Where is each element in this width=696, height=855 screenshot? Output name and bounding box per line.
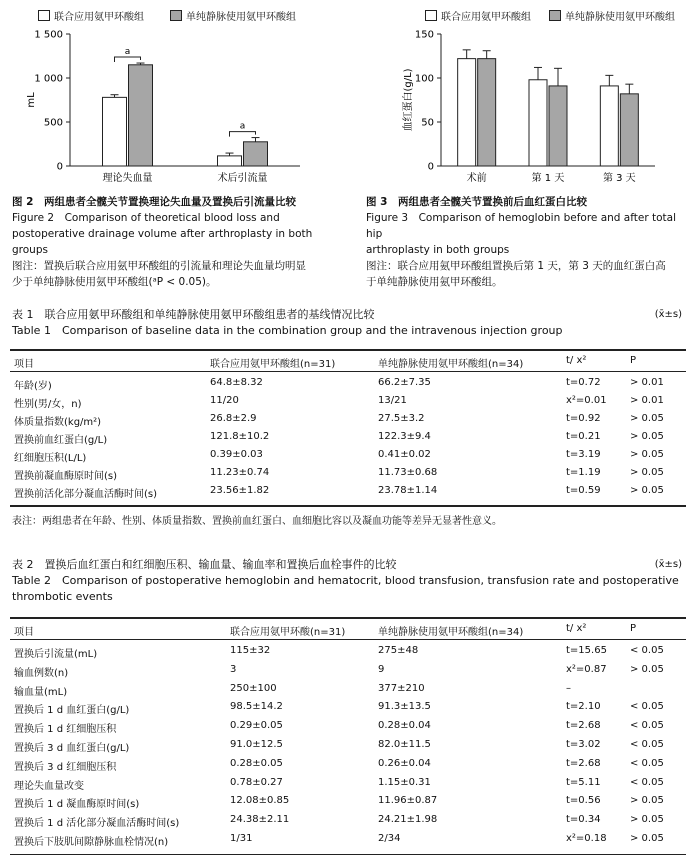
table-cell: t=2.68 bbox=[566, 757, 601, 769]
table-cell: > 0.05 bbox=[630, 467, 664, 478]
table-header-rule bbox=[10, 371, 686, 372]
table2-title-en: Table 2 Comparison of postoperative hemoglobin and hematocrit, blood transfusion, transfusion rate and postoperative bbox=[12, 574, 679, 587]
table-cell: t=0.59 bbox=[566, 485, 601, 496]
table-row-label: 置换后 1 d 血红蛋白(g/L) bbox=[14, 705, 130, 717]
significance-bracket bbox=[115, 57, 141, 62]
table-cell: 91.3±13.5 bbox=[378, 701, 431, 713]
legend-swatch-white bbox=[425, 10, 437, 21]
table-row-label: 输血例数(n) bbox=[14, 667, 69, 679]
table-row-label: 置换后 1 d 凝血酶原时间(s) bbox=[14, 799, 140, 811]
table-cell: > 0.05 bbox=[630, 413, 664, 424]
table-cell: 0.26±0.04 bbox=[378, 757, 431, 769]
table-cell: 0.39±0.03 bbox=[210, 449, 263, 460]
y-tick-label: 1 000 bbox=[34, 73, 63, 85]
fig2-caption-en: Figure 2 Comparison of theoretical blood loss and bbox=[12, 212, 280, 224]
table-header-cell: t/ x² bbox=[566, 355, 587, 366]
table-cell: 1/31 bbox=[230, 833, 253, 844]
table1-unit: (x̄±s) bbox=[654, 309, 682, 320]
table-cell: 11.73±0.68 bbox=[378, 467, 438, 478]
y-tick-label: 1 500 bbox=[34, 29, 63, 41]
bar bbox=[529, 80, 547, 166]
bar bbox=[478, 59, 496, 166]
table-row-label: 输血量(mL) bbox=[14, 686, 68, 698]
table-cell: 13/21 bbox=[378, 395, 407, 406]
table-bottom-rule bbox=[10, 505, 686, 507]
table-cell: > 0.05 bbox=[630, 833, 664, 844]
table-header-rule bbox=[10, 639, 686, 640]
y-tick-label: 100 bbox=[414, 73, 434, 85]
table-cell: t=5.11 bbox=[566, 776, 601, 788]
table-cell: 12.08±0.85 bbox=[230, 795, 290, 807]
table-row-label: 体质量指数(kg/m²) bbox=[14, 417, 102, 428]
table-header-cell: 项目 bbox=[14, 627, 34, 638]
table-cell: 121.8±10.2 bbox=[210, 431, 270, 442]
table-cell: 275±48 bbox=[378, 645, 419, 656]
table-cell: 377±210 bbox=[378, 682, 425, 694]
table-header-cell: t/ x² bbox=[566, 623, 587, 634]
table-cell: 64.8±8.32 bbox=[210, 377, 263, 388]
bar bbox=[458, 59, 476, 166]
fig2-caption-cn: 图 2 两组患者全髋关节置换理论失血量及置换后引流量比较 bbox=[12, 196, 296, 208]
legend-label: 联合应用氨甲环酸组 bbox=[441, 12, 531, 23]
table-cell: 0.41±0.02 bbox=[378, 449, 431, 460]
table-cell: 66.2±7.35 bbox=[378, 377, 431, 388]
fig2-caption bbox=[12, 194, 347, 290]
table-cell: 11.23±0.74 bbox=[210, 467, 270, 478]
table-row-label: 置换后 1 d 活化部分凝血活酶时间(s) bbox=[14, 818, 180, 830]
table-header-cell: P bbox=[630, 355, 637, 366]
legend-swatch-gray bbox=[170, 10, 182, 21]
legend-label: 单纯静脉使用氨甲环酸组 bbox=[186, 12, 296, 23]
table2-title-cn: 表 2 置换后血红蛋白和红细胞压积、输血量、输血率和置换后血栓事件的比较 bbox=[12, 558, 397, 571]
table-cell: < 0.05 bbox=[630, 776, 664, 788]
table-cell: 26.8±2.9 bbox=[210, 413, 257, 424]
table-row-label: 性别(男/女，n) bbox=[14, 399, 82, 410]
y-tick-label: 50 bbox=[421, 117, 434, 129]
table-cell: t=2.10 bbox=[566, 701, 601, 713]
table-cell: 3 bbox=[230, 663, 237, 675]
significance-mark: a bbox=[239, 121, 246, 132]
legend-label: 联合应用氨甲环酸组 bbox=[54, 12, 144, 23]
table-cell: t=15.65 bbox=[566, 645, 607, 656]
table1-note: 表注：两组患者在年龄、性别、体质量指数、置换前血红蛋白、血细胞比容以及凝血功能等差异无显著性意义。 bbox=[12, 516, 502, 527]
table-top-rule bbox=[10, 349, 686, 351]
x-tick-label: 第 3 天 bbox=[602, 173, 636, 184]
table-header-cell: 联合应用氨甲环酸组(n=31) bbox=[210, 359, 336, 370]
table-cell: 98.5±14.2 bbox=[230, 701, 283, 713]
table-cell: 82.0±11.5 bbox=[378, 739, 431, 750]
table-cell: x²=0.87 bbox=[566, 663, 607, 675]
table-cell: 1.15±0.31 bbox=[378, 776, 431, 788]
table-cell: 0.78±0.27 bbox=[230, 776, 283, 788]
fig3-note: 图注：联合应用氨甲环酸组置换后第 1 天，第 3 天的血红蛋白高 bbox=[366, 260, 666, 272]
table-cell: 2/34 bbox=[378, 833, 401, 844]
fig2-note: 少于单纯静脉使用氨甲环酸组(ᵃP < 0.05)。 bbox=[12, 276, 217, 288]
table-cell: > 0.05 bbox=[630, 663, 664, 675]
table-header-cell: P bbox=[630, 623, 637, 634]
table-row-label: 置换前血红蛋白(g/L) bbox=[14, 435, 108, 446]
table-cell: x²=0.18 bbox=[566, 833, 607, 844]
fig2-legend bbox=[38, 8, 296, 23]
x-tick-label: 理论失血量 bbox=[102, 173, 153, 184]
table-cell: 0.29±0.05 bbox=[230, 720, 283, 732]
table-top-rule bbox=[10, 617, 686, 619]
x-tick-label: 第 1 天 bbox=[531, 173, 565, 184]
table-cell: t=0.34 bbox=[566, 814, 601, 826]
legend-label: 单纯静脉使用氨甲环酸组 bbox=[565, 12, 675, 23]
table-header-cell: 单纯静脉使用氨甲环酸组(n=34) bbox=[378, 359, 524, 370]
table-cell: 115±32 bbox=[230, 645, 271, 656]
fig3-caption-cn: 图 3 两组患者全髋关节置换前后血红蛋白比较 bbox=[366, 196, 587, 208]
table-cell: 9 bbox=[378, 663, 385, 675]
table-cell: 91.0±12.5 bbox=[230, 739, 283, 750]
table2-title-en: thrombotic events bbox=[12, 590, 113, 603]
table-header-cell: 项目 bbox=[14, 359, 34, 370]
fig2-chart bbox=[0, 22, 340, 192]
x-tick-label: 术后引流量 bbox=[217, 173, 268, 184]
fig3-legend bbox=[425, 8, 675, 23]
bar bbox=[129, 65, 153, 166]
table-header-cell: 联合应用氨甲环酸(n=31) bbox=[230, 627, 346, 638]
table-cell: t=0.72 bbox=[566, 377, 601, 388]
y-tick-label: 150 bbox=[414, 29, 434, 41]
table-header-cell: 单纯静脉使用氨甲环酸组(n=34) bbox=[378, 627, 524, 638]
y-axis-label: mL bbox=[26, 92, 37, 108]
table2-unit: (x̄±s) bbox=[654, 559, 682, 570]
table-cell: < 0.05 bbox=[630, 701, 664, 713]
bar bbox=[600, 86, 618, 166]
significance-bracket bbox=[230, 132, 256, 137]
fig3-note: 于单纯静脉使用氨甲环酸组。 bbox=[366, 276, 503, 288]
table-cell: 0.28±0.04 bbox=[378, 720, 431, 732]
table-cell: 122.3±9.4 bbox=[378, 431, 431, 442]
table-cell: < 0.05 bbox=[630, 757, 664, 769]
table-cell: > 0.01 bbox=[630, 377, 664, 388]
fig3-chart bbox=[355, 22, 695, 192]
bar bbox=[103, 97, 127, 166]
bar bbox=[549, 86, 567, 166]
table-cell: 0.28±0.05 bbox=[230, 757, 283, 769]
legend-swatch-white bbox=[38, 10, 50, 21]
table-cell: > 0.05 bbox=[630, 485, 664, 496]
table1-title-en: Table 1 Comparison of baseline data in the combination group and the intravenous injection group bbox=[12, 324, 563, 337]
table-cell: t=3.02 bbox=[566, 739, 601, 750]
fig2-note: 图注：置换后联合应用氨甲环酸组的引流量和理论失血量均明显 bbox=[12, 260, 306, 272]
y-tick-label: 0 bbox=[427, 161, 434, 173]
table-cell: < 0.05 bbox=[630, 645, 664, 656]
table-cell: t=0.21 bbox=[566, 431, 601, 442]
table-cell: > 0.05 bbox=[630, 431, 664, 442]
table-row-label: 置换前活化部分凝血活酶时间(s) bbox=[14, 489, 158, 500]
table-cell: 23.78±1.14 bbox=[378, 485, 438, 496]
fig3-caption-en: Figure 3 Comparison of hemoglobin before and after total hip bbox=[366, 212, 676, 240]
legend-swatch-gray bbox=[549, 10, 561, 21]
table-cell: t=0.92 bbox=[566, 413, 601, 424]
fig3-caption bbox=[366, 194, 691, 290]
table-row-label: 置换前凝血酶原时间(s) bbox=[14, 471, 118, 482]
table-cell: 24.38±2.11 bbox=[230, 814, 290, 826]
bar bbox=[244, 142, 268, 166]
table-cell: t=0.56 bbox=[566, 795, 601, 807]
bar bbox=[218, 156, 242, 166]
table1-title-cn: 表 1 联合应用氨甲环酸组和单纯静脉使用氨甲环酸组患者的基线情况比较 bbox=[12, 308, 375, 321]
table-cell: – bbox=[566, 682, 571, 694]
table-row-label: 置换后 3 d 血红蛋白(g/L) bbox=[14, 743, 130, 754]
table-cell: t=1.19 bbox=[566, 467, 601, 478]
table-cell: > 0.05 bbox=[630, 449, 664, 460]
y-tick-label: 500 bbox=[43, 117, 63, 129]
table-cell: 27.5±3.2 bbox=[378, 413, 425, 424]
table-cell: < 0.05 bbox=[630, 720, 664, 732]
table-row-label: 年龄(岁) bbox=[14, 381, 52, 392]
y-axis-label: 血红蛋白(g/L) bbox=[403, 68, 414, 132]
table-cell: t=2.68 bbox=[566, 720, 601, 732]
table-row-label: 置换后 3 d 红细胞压积 bbox=[14, 761, 117, 773]
fig2-caption-en: postoperative drainage volume after arthroplasty in both groups bbox=[12, 228, 313, 256]
table-cell: t=3.19 bbox=[566, 449, 601, 460]
table-row-label: 置换后引流量(mL) bbox=[14, 649, 98, 660]
table-cell: 11/20 bbox=[210, 395, 239, 406]
table-row-label: 理论失血量改变 bbox=[14, 780, 84, 792]
fig3-caption-en: arthroplasty in both groups bbox=[366, 244, 510, 256]
table-cell: 250±100 bbox=[230, 682, 277, 694]
table-cell: > 0.01 bbox=[630, 395, 664, 406]
y-tick-label: 0 bbox=[56, 161, 63, 173]
table-cell: > 0.05 bbox=[630, 795, 664, 807]
table-row-label: 置换后下肢肌间隙静脉血栓情况(n) bbox=[14, 837, 169, 848]
significance-mark: a bbox=[124, 47, 131, 58]
table-row-label: 红细胞压积(L/L) bbox=[14, 453, 87, 464]
table-cell: x²=0.01 bbox=[566, 395, 607, 406]
table-cell: > 0.05 bbox=[630, 814, 664, 826]
table-cell: 11.96±0.87 bbox=[378, 795, 438, 807]
x-tick-label: 术前 bbox=[466, 173, 487, 184]
table-row-label: 置换后 1 d 红细胞压积 bbox=[14, 724, 117, 736]
table-cell: 23.56±1.82 bbox=[210, 485, 270, 496]
bar bbox=[620, 94, 638, 166]
table-cell: 24.21±1.98 bbox=[378, 814, 438, 826]
table-cell: < 0.05 bbox=[630, 739, 664, 750]
